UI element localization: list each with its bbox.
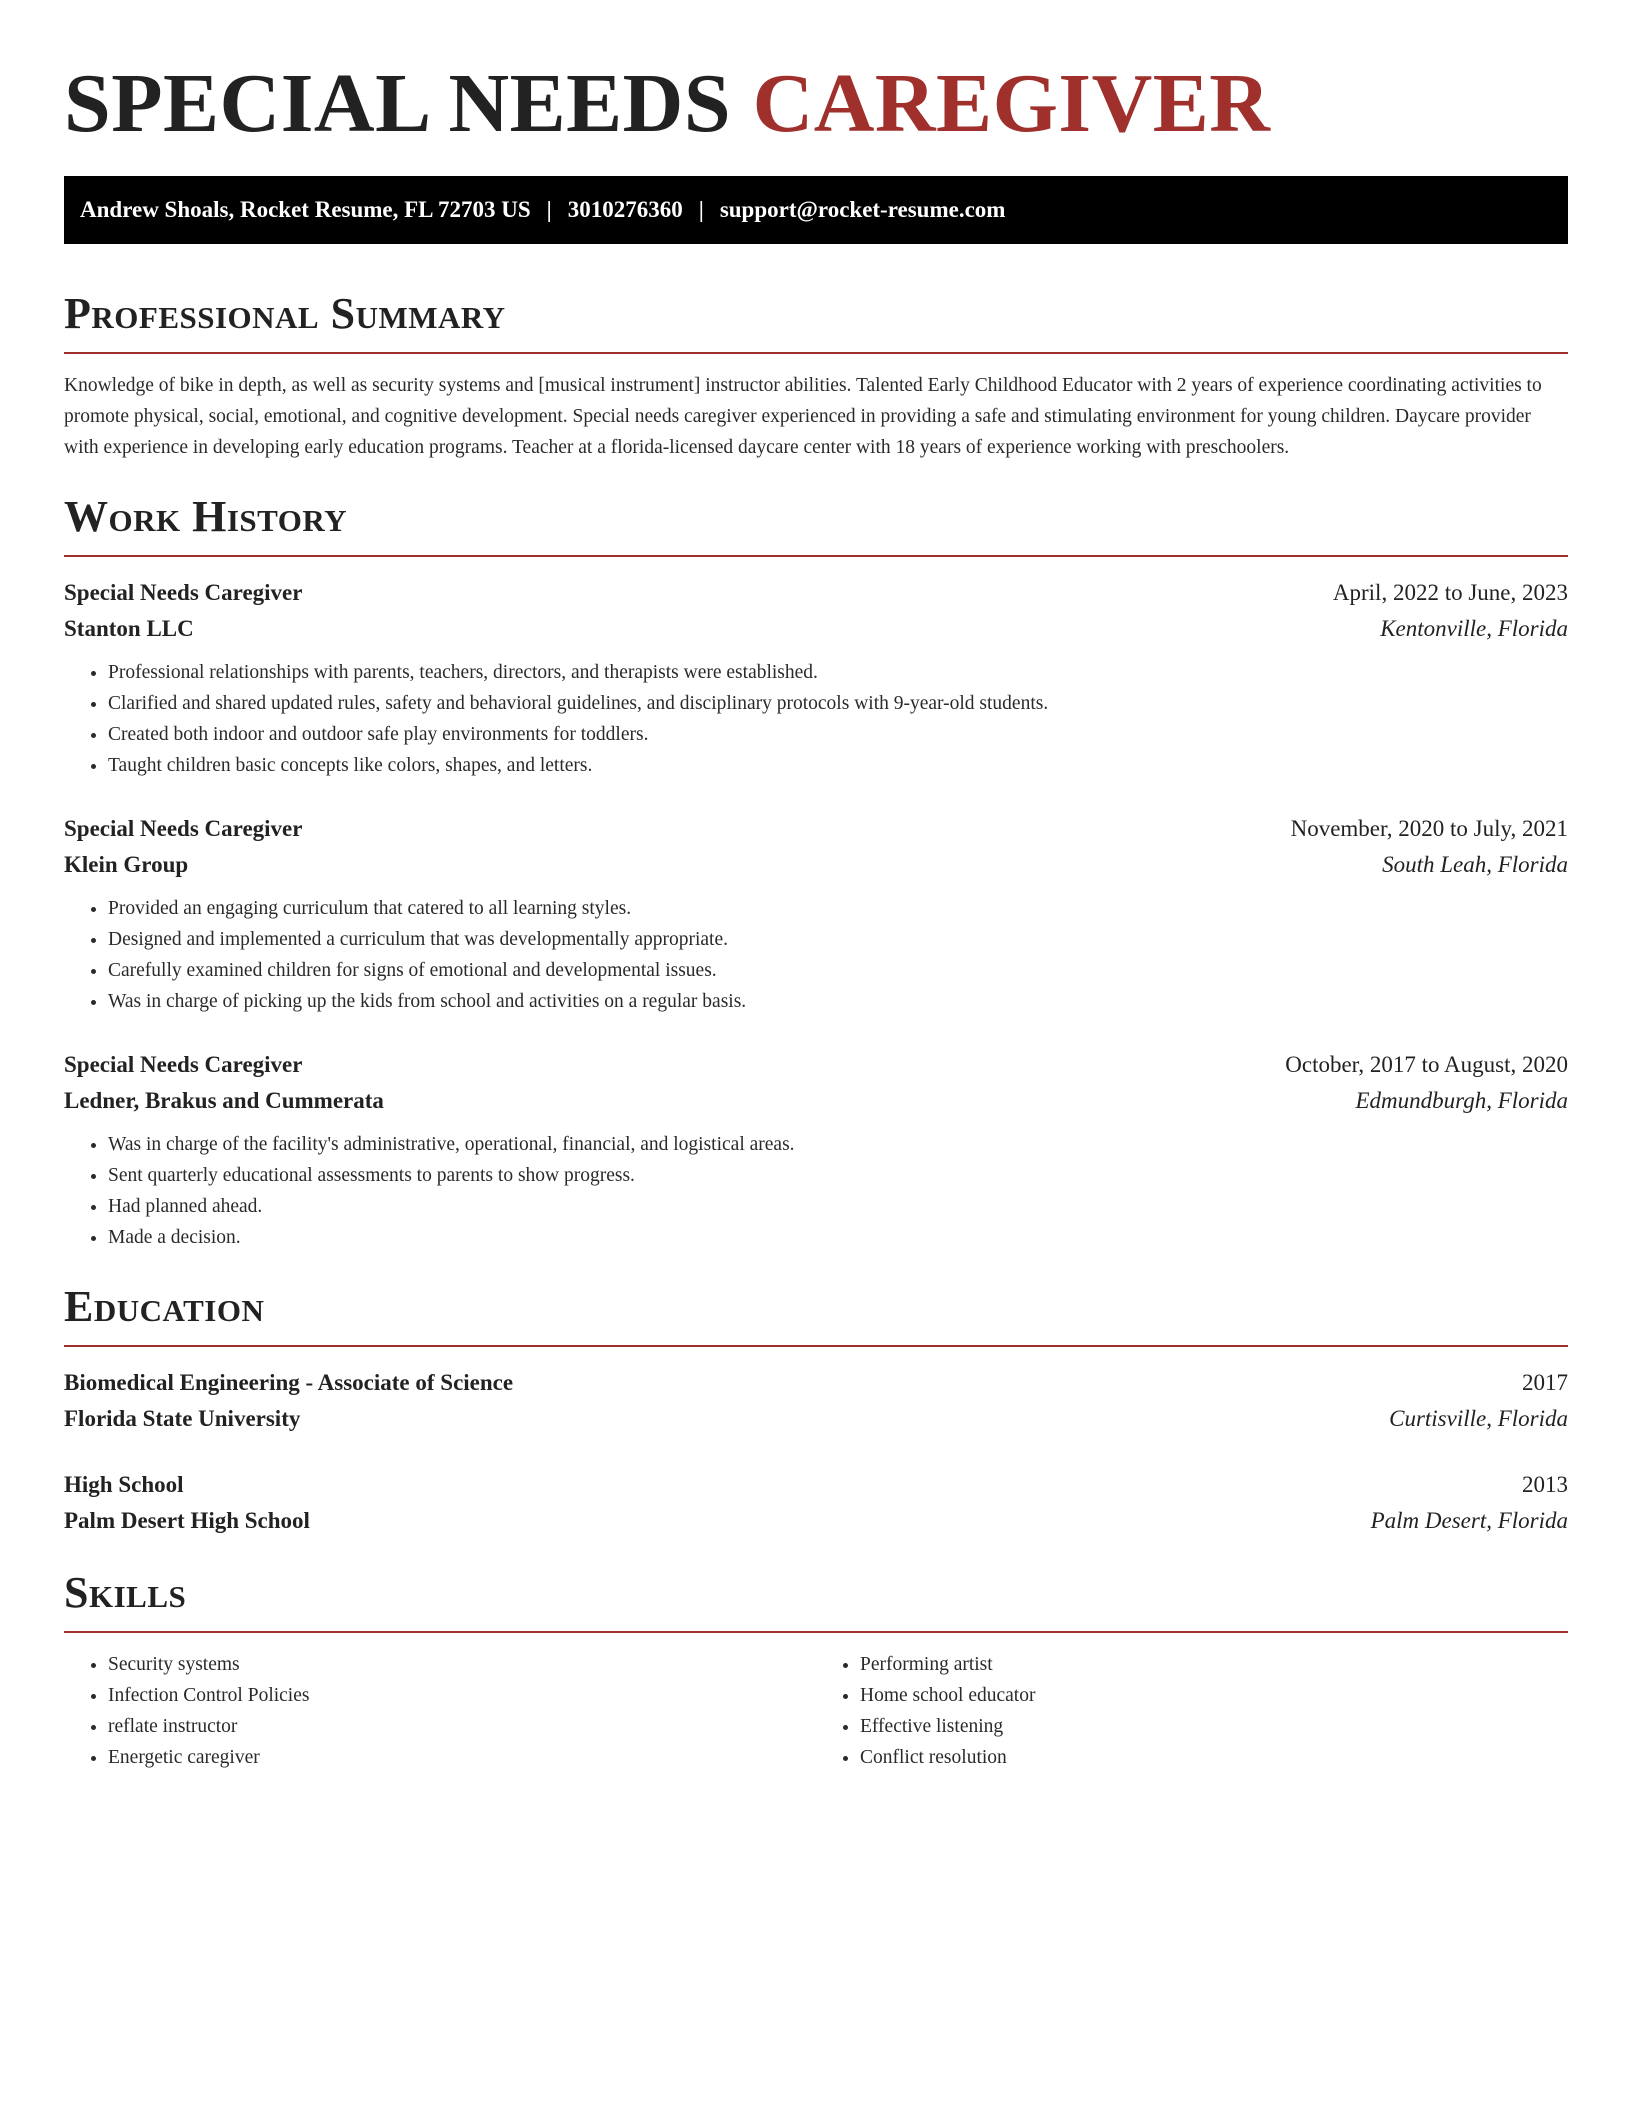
job-location: South Leah, Florida (1382, 852, 1568, 877)
work-history-section (64, 491, 1568, 1253)
job-bullets (64, 893, 1568, 1017)
job-company: Ledner, Brakus and Cummerata (64, 1088, 384, 1113)
edu-degree: Biomedical Engineering - Associate of Science (64, 1370, 514, 1395)
resume-title (64, 58, 1568, 150)
list-item: • Clarified and shared updated rules, safety and behavioral guidelines, and disciplinary protocols with 9-year-old students. (108, 688, 1568, 719)
edu-school: Florida State University (64, 1406, 301, 1431)
education-section (64, 1281, 1568, 1539)
section-divider (64, 352, 1568, 354)
contact-email[interactable]: support@rocket-resume.com (719, 197, 1006, 222)
skill-item: • reflate instructor (108, 1711, 816, 1742)
list-item: • Created both indoor and outdoor safe play environments for toddlers. (108, 719, 1568, 750)
list-item: • Was in charge of the facility's administrative, operational, financial, and logistical areas. (108, 1129, 1568, 1160)
list-item: • Provided an engaging curriculum that catered to all learning styles. (108, 893, 1568, 924)
contact-bar (64, 176, 1568, 244)
edu-location: Curtisville, Florida (1389, 1406, 1568, 1431)
contact-address: Andrew Shoals, Rocket Resume, FL 72703 US (80, 197, 531, 222)
skill-item: • Conflict resolution (860, 1742, 1568, 1773)
title-accent: CAREGIVER (752, 57, 1271, 150)
job-location: Edmundburgh, Florida (1355, 1088, 1568, 1113)
job-bullets (64, 657, 1568, 781)
job-bullets (64, 1129, 1568, 1253)
job-dates: October, 2017 to August, 2020 (1285, 1052, 1568, 1077)
skills-list (816, 1649, 1568, 1773)
job-title: Special Needs Caregiver (64, 1052, 303, 1077)
section-divider (64, 1631, 1568, 1633)
job-company: Stanton LLC (64, 616, 194, 641)
job-entry (64, 575, 1568, 781)
skill-item: • Home school educator (860, 1680, 1568, 1711)
job-company: Klein Group (64, 852, 189, 877)
skill-item: • Infection Control Policies (108, 1680, 816, 1711)
title-main: SPECIAL NEEDS (64, 57, 732, 150)
skill-item: • Performing artist (860, 1649, 1568, 1680)
section-heading-work: Work History (64, 492, 348, 541)
contact-separator: | (698, 197, 704, 222)
list-item: • Designed and implemented a curriculum that was developmentally appropriate. (108, 924, 1568, 955)
section-divider (64, 555, 1568, 557)
skills-section (64, 1567, 1568, 1773)
skills-list (64, 1649, 816, 1773)
section-heading-education: Education (64, 1282, 265, 1331)
skills-column-left (64, 1649, 816, 1773)
list-item: • Sent quarterly educational assessments to parents to show progress. (108, 1160, 1568, 1191)
list-item: • Professional relationships with parents, teachers, directors, and therapists were established. (108, 657, 1568, 688)
list-item: • Made a decision. (108, 1222, 1568, 1253)
skills-column-right (816, 1649, 1568, 1773)
job-title: Special Needs Caregiver (64, 816, 303, 841)
summary-text: Knowledge of bike in depth, as well as security systems and [musical instrument] instructor abilities. Talented Early Childhood Educator with 2 years of experience coordinating activities to promote physical, social, emotional, and cognitive development. Special needs caregiver experienced in providing a safe and stimulating environment for young children. Daycare provider with experience in developing early education programs. Teacher at a florida-licensed daycare center with 18 years of experience working with preschoolers. (64, 375, 1542, 458)
contact-phone[interactable]: 3010276360 (567, 197, 683, 222)
edu-year: 2017 (1522, 1370, 1568, 1395)
summary-section (64, 288, 1568, 463)
job-dates: November, 2020 to July, 2021 (1290, 816, 1568, 841)
list-item: • Taught children basic concepts like colors, shapes, and letters. (108, 750, 1568, 781)
job-dates: April, 2022 to June, 2023 (1332, 580, 1568, 605)
list-item: • Was in charge of picking up the kids from school and activities on a regular basis. (108, 986, 1568, 1017)
skill-item: • Security systems (108, 1649, 816, 1680)
job-title: Special Needs Caregiver (64, 580, 303, 605)
section-heading-summary: Professional Summary (64, 289, 506, 338)
job-location: Kentonville, Florida (1380, 616, 1568, 641)
edu-year: 2013 (1522, 1472, 1568, 1497)
list-item: • Had planned ahead. (108, 1191, 1568, 1222)
section-divider (64, 1345, 1568, 1347)
education-entry (64, 1365, 1568, 1437)
section-heading-skills: Skills (64, 1568, 187, 1617)
list-item: • Carefully examined children for signs of emotional and developmental issues. (108, 955, 1568, 986)
contact-separator: | (546, 197, 552, 222)
skill-item: • Energetic caregiver (108, 1742, 816, 1773)
job-entry (64, 1047, 1568, 1253)
job-entry (64, 811, 1568, 1017)
edu-school: Palm Desert High School (64, 1508, 310, 1533)
education-entry (64, 1467, 1568, 1539)
skills-grid (64, 1649, 1568, 1773)
skill-item: • Effective listening (860, 1711, 1568, 1742)
edu-degree: High School (64, 1472, 184, 1497)
edu-location: Palm Desert, Florida (1370, 1508, 1568, 1533)
